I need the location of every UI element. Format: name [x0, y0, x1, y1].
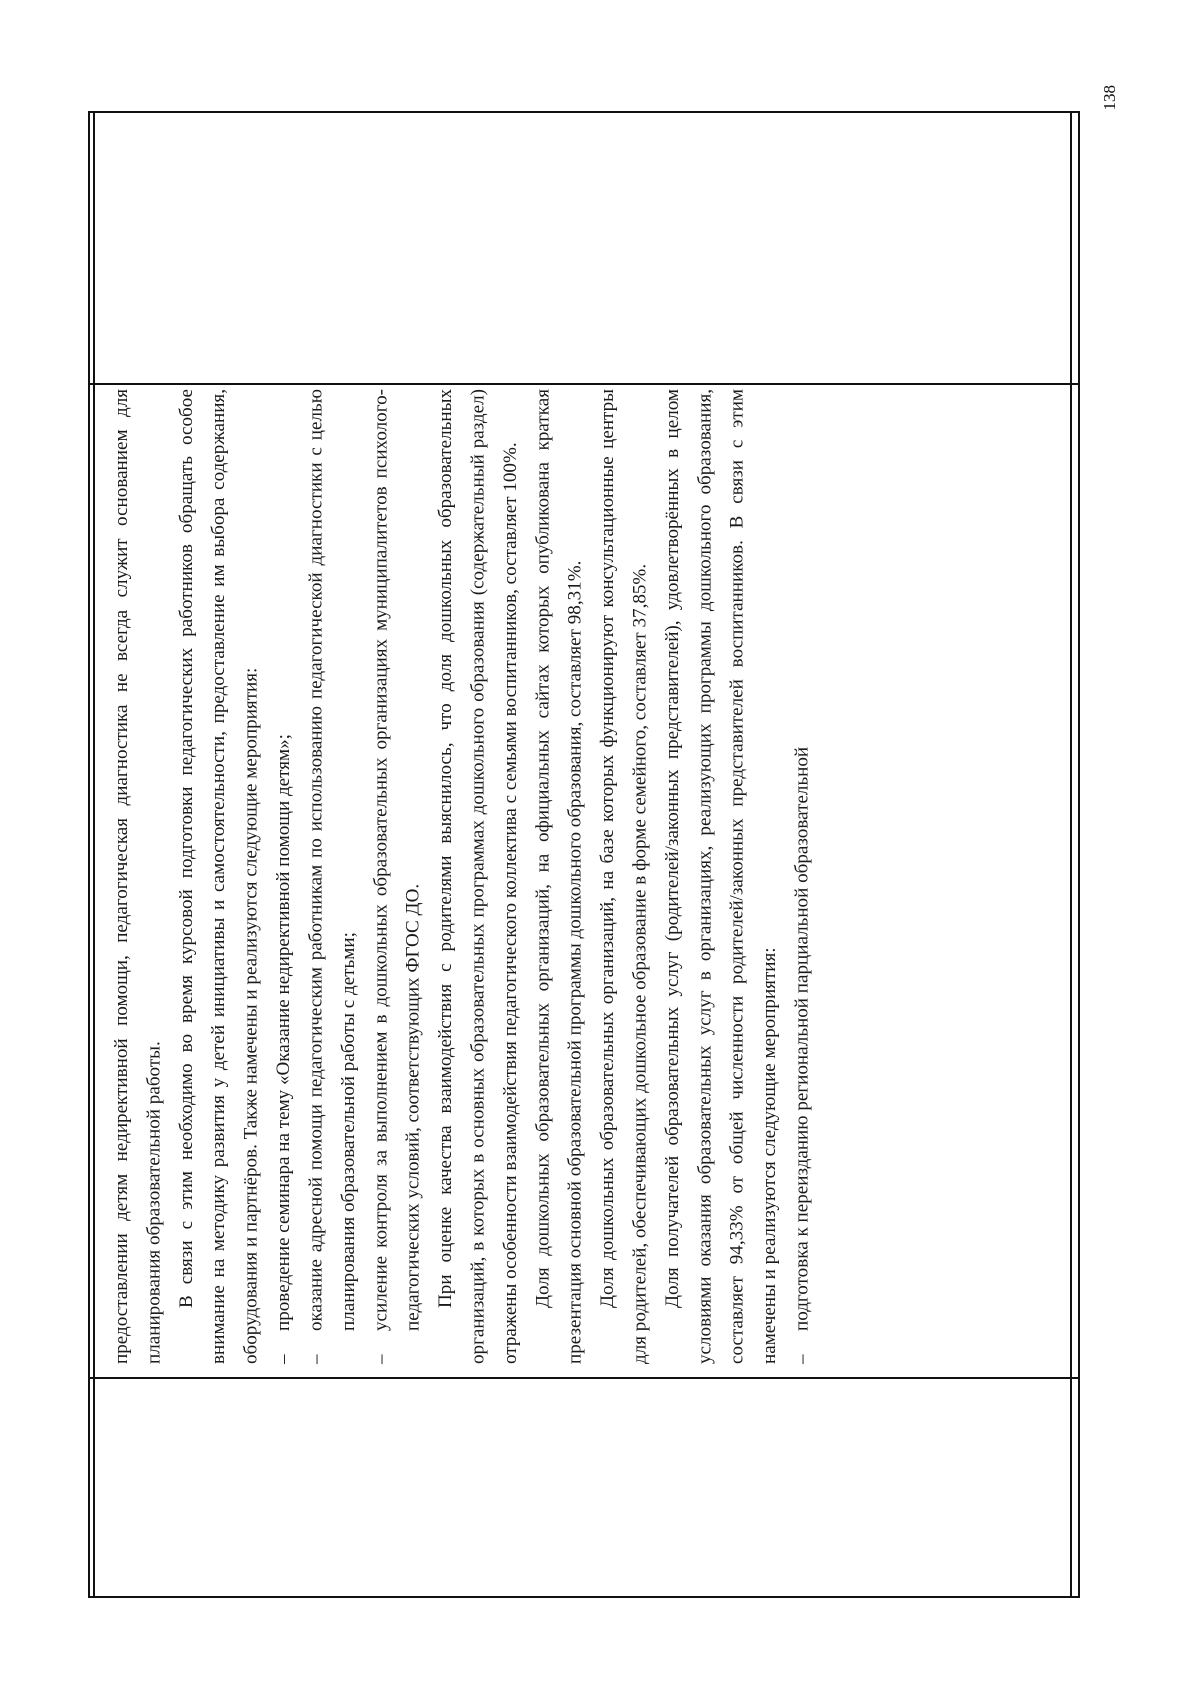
list-item-text: усиление контроля за выполнением в дошкольных образовательных организациях муниципалитетов психолого-педагогических условий, соответствующих ФГОС ДО.	[370, 389, 424, 1331]
list-item-text: проведение семинара на тему «Оказание недирективной помощи детям»;	[273, 734, 295, 1331]
list-item-targeted-help	[300, 389, 365, 1364]
list-item-seminar	[268, 389, 300, 1364]
list-dash: –	[273, 1354, 295, 1364]
list-dash: –	[370, 1354, 392, 1364]
list-item-text: подготовка к переизданию региональной парциальной образовательной	[791, 746, 813, 1331]
paragraph-satisfaction: Доля получателей образовательных услуг (родителей/законных представителей), удовлетворённых в целом условиями оказания образовательных услуг в организациях, реализующих программы дошкольного образования, составляет 94,33% от общей численности родителей/законных представителей воспитанников. В связи с этим намечены и реализуются следующие мероприятия:	[661, 389, 781, 1364]
table-cell-text	[88, 381, 1080, 1374]
list-item-republication	[787, 389, 819, 1364]
paragraph-training-measures: В связи с этим необходимо во время курсовой подготовки педагогических работников обращать особое внимание на методику развития у детей инициативы и самостоятельности, предоставление им выбора содержания, оборудования и партнёров. Также намечены и реализуются следующие мероприятия:	[175, 389, 262, 1364]
paragraph-parent-interaction: При оценке качества взаимодействия с родителями выяснилось, что доля дошкольных образовательных организаций, в которых в основных образовательных программах дошкольного образования (содержательный раздел) отражены особенности взаимодействия педагогического коллектива с семьями воспитанников, составляет 100%.	[435, 389, 521, 1364]
list-dash: –	[791, 1354, 813, 1364]
paragraph-continuation: предоставлении детям недирективной помощи, педагогическая диагностика не всегда служит основанием для планирования образовательной работы.	[111, 389, 165, 1364]
page-number: 138	[1100, 85, 1119, 111]
list-dash: –	[305, 1354, 327, 1364]
list-item-text: оказание адресной помощи педагогическим работникам по использованию педагогической диагностики с целью планирования образовательной работы с детьми;	[305, 389, 359, 1331]
table-column-divider-bottom	[90, 1377, 1078, 1379]
paragraph-consultation-centers: Доля дошкольных образовательных организаций, на базе которых функционируют консультационные центры для родителей, обеспечивающих дошкольное образование в форме семейного, составляет 37,85%.	[597, 389, 651, 1364]
paragraph-website-presentation: Доля дошкольных образовательных организаций, на официальных сайтах которых опубликована краткая презентация основной образовательной программы дошкольного образования, составляет 98,31%.	[532, 389, 586, 1364]
list-item-control	[365, 389, 430, 1364]
